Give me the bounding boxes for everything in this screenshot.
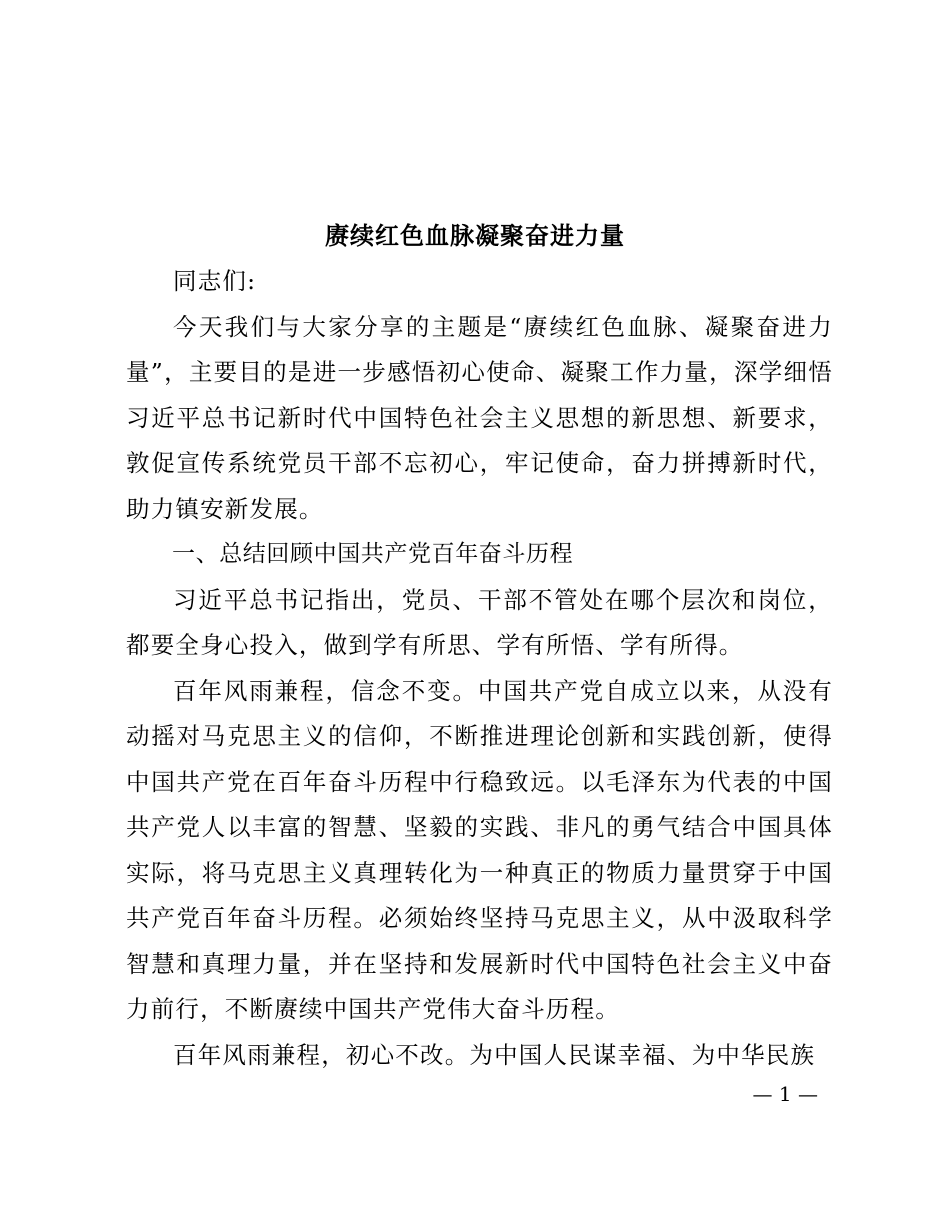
section1-paragraph-2: 百年风雨兼程，信念不变。中国共产党自成立以来，从没有动摇对马克思主义的信仰，不断推进理论创新和实践创新，使得中国共产党在百年奋斗历程中行稳致远。以毛泽东为代表的中国共产党人以丰富的智慧、坚毅的实践、非凡的勇气结合中国具体实际，将马克思主义真理转化为一种真正的物质力量贯穿于中国共产党百年奋斗历程。必须始终坚持马克思主义，从中汲取科学智慧和真理力量，并在坚持和发展新时代中国特色社会主义中奋力前行，不断赓续中国共产党伟大奋斗历程。 <box>126 676 833 1023</box>
section-heading-1: 一、总结回顾中国共产党百年奋斗历程 <box>172 541 574 567</box>
document-body <box>126 259 833 1078</box>
intro-paragraph: 今天我们与大家分享的主题是“赓续红色血脉、凝聚奋进力量”，主要目的是进一步感悟初心使命、凝聚工作力量，深学细悟习近平总书记新时代中国特色社会主义思想的新思想、新要求，敦促宣传系统党员干部不忘初心，牢记使命，奋力拼搏新时代，助力镇安新发展。 <box>126 312 833 523</box>
section1-paragraph-3: 百年风雨兼程，初心不改。为中国人民谋幸福、为中华民族 <box>173 1040 816 1069</box>
document-title: 赓续红色血脉凝聚奋进力量 <box>325 221 625 250</box>
page-number: — 1 — <box>752 1082 818 1106</box>
salutation: 同志们: <box>173 267 257 295</box>
section1-paragraph-1: 习近平总书记指出，党员、干部不管处在哪个层次和岗位，都要全身心投入，做到学有所思、学有所悟、学有所得。 <box>126 585 833 659</box>
